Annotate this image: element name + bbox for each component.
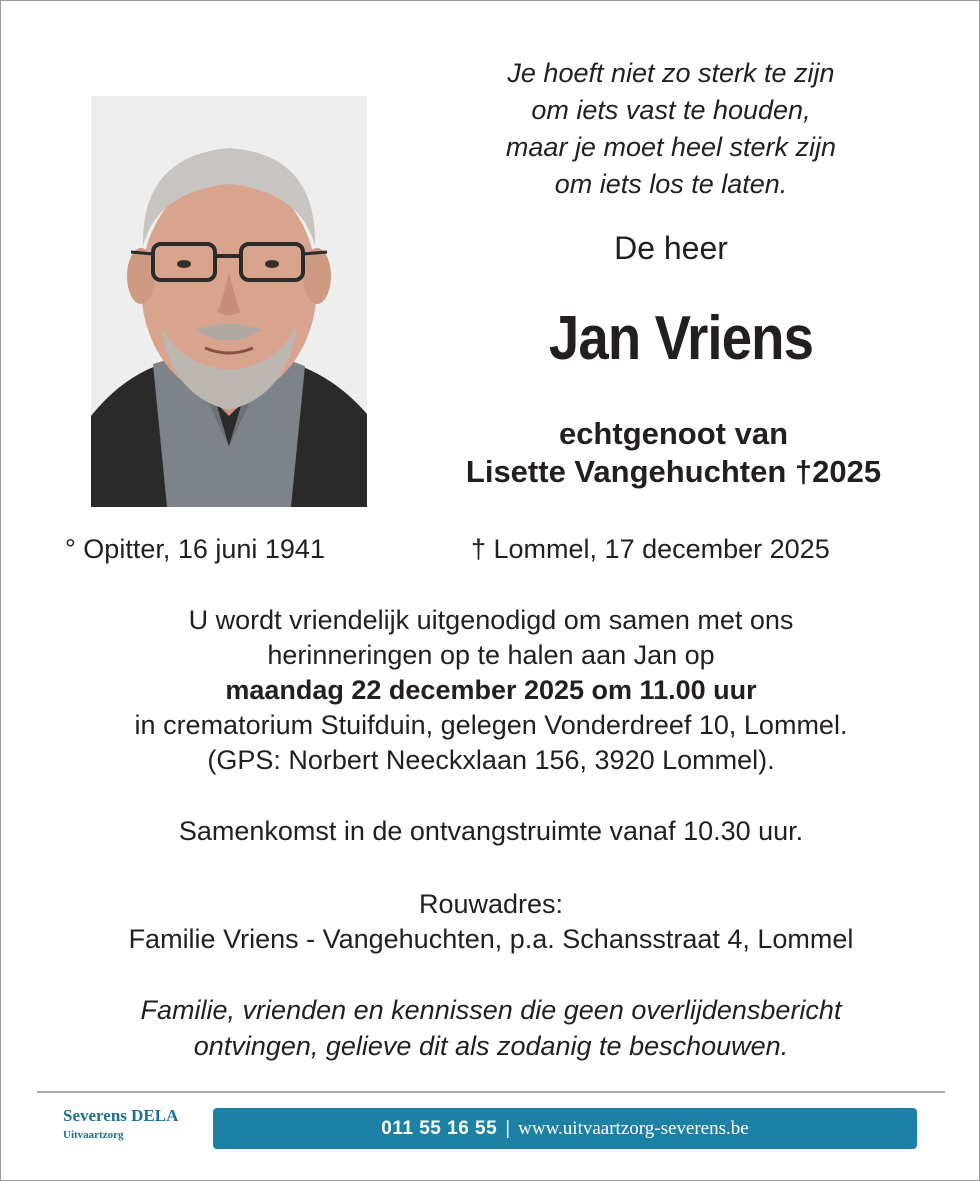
birth-info: ° Opitter, 16 juni 1941 [65, 534, 325, 564]
spouse-name: Lisette Vangehuchten †2025 [465, 454, 882, 489]
ceremony-gps: (GPS: Norbert Neeckxlaan 156, 3920 Lommel). [207, 745, 775, 775]
mourning-address [41, 887, 941, 957]
closing-note [41, 992, 941, 1064]
address-label: Rouwadres: [418, 889, 564, 919]
poem [421, 55, 921, 203]
logo-subtitle: Uitvaartzorg [63, 1129, 124, 1141]
invitation-line: U wordt vriendelijk uitgenodigd om samen met ons [188, 605, 794, 635]
deceased-name: Jan Vriens [548, 304, 814, 373]
poem-line: Je hoeft niet zo sterk te zijn [507, 58, 835, 88]
address-value: Familie Vriens - Vangehuchten, p.a. Schansstraat 4, Lommel [128, 924, 854, 954]
invitation-line: herinneringen op te halen aan Jan op [267, 640, 715, 670]
logo-brand: Severens DELA [63, 1106, 179, 1125]
invitation-text [41, 603, 941, 778]
ceremony-date-time: maandag 22 december 2025 om 11.00 uur [225, 675, 757, 705]
closing-line: Familie, vrienden en kennissen die geen overlijdensbericht [140, 995, 842, 1025]
website-link[interactable]: www.uitvaartzorg-severens.be [518, 1117, 749, 1139]
portrait-illustration [91, 96, 367, 507]
poem-line: maar je moet heel sterk zijn [505, 132, 837, 162]
salutation: De heer [614, 230, 728, 266]
spouse-relation: echtgenoot van [558, 416, 789, 451]
closing-line: ontvingen, gelieve dit als zodanig te beschouwen. [193, 1031, 789, 1061]
footer-divider [37, 1091, 945, 1093]
poem-line: om iets vast te houden, [531, 95, 811, 125]
contact-bar [213, 1108, 917, 1149]
poem-line: om iets los te laten. [554, 169, 788, 199]
death-info: † Lommel, 17 december 2025 [471, 534, 830, 564]
portrait-photo [91, 96, 367, 507]
contact-separator: | [505, 1117, 511, 1139]
spouse-info [421, 415, 926, 491]
ceremony-location: in crematorium Stuifduin, gelegen Vonderdreef 10, Lommel. [134, 710, 848, 740]
gathering-info: Samenkomst in de ontvangstruimte vanaf 10.30 uur. [178, 816, 804, 846]
phone-number[interactable]: 011 55 16 55 [381, 1117, 498, 1139]
funeral-home-logo [63, 1106, 213, 1150]
